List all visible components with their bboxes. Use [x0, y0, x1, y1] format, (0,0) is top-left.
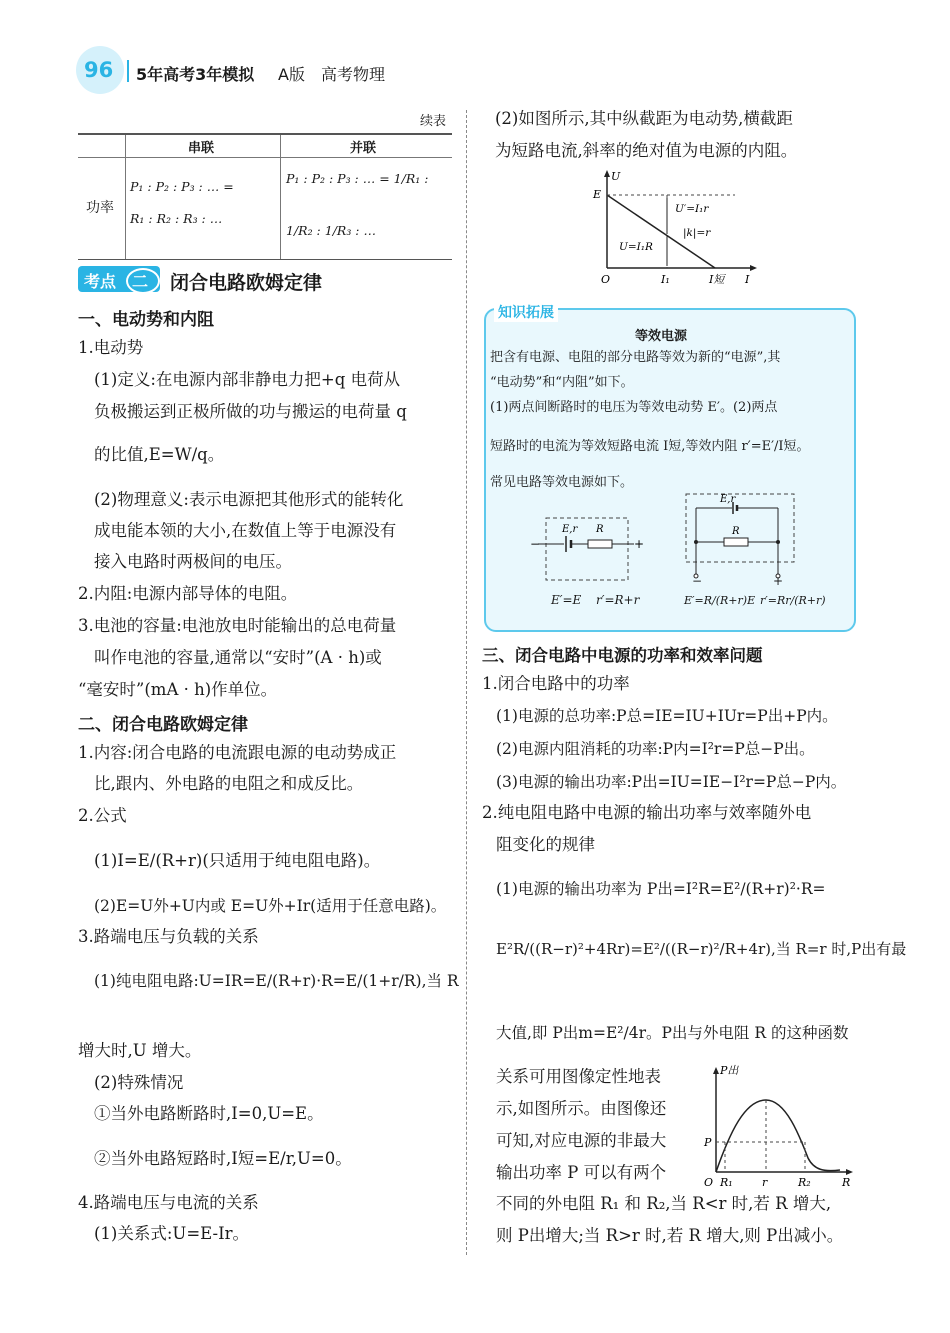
circuit1-minus: −	[530, 537, 541, 551]
series-ratio-1: P₁ : P₂ : P₃ : … =	[130, 179, 234, 194]
emf-meaning-1: (2)物理意义:表示电源把其他形式的能转化	[94, 490, 404, 509]
circuit1-eq-emf: E′=E	[551, 593, 582, 607]
page-number: 96	[84, 58, 114, 82]
u-ir-label: U=I₁R	[619, 241, 653, 253]
graph-desc-3: 可知,对应电源的非最大	[496, 1131, 667, 1150]
r1-label: R₁	[720, 1176, 733, 1189]
circuit2-r: R	[732, 526, 740, 537]
topic-num: 二	[132, 272, 149, 291]
col-series: 串联	[188, 141, 215, 156]
col-parallel: 并联	[350, 141, 377, 156]
knowledge-text-5: 常见电路等效电源如下。	[490, 475, 634, 490]
terminal-voltage-1b: 增大时,U 增大。	[78, 1041, 202, 1060]
parallel-ratio-1: P₁ : P₂ : P₃ : … = 1/R₁ :	[286, 171, 429, 186]
origin-label: O	[601, 273, 611, 286]
book-edition: A版	[278, 65, 305, 84]
knowledge-text-2: “电动势”和“内阻”如下。	[490, 375, 634, 390]
ohm-content-1: 1.内容:闭合电路的电流跟电源的电动势成正	[78, 743, 397, 762]
p-r-graph	[700, 1062, 855, 1190]
column-divider	[466, 110, 467, 1255]
output-formula-2: E²R/((R−r)²+4Rr)=E²/((R−r)²/R+4r),当 R=r 时,P出有最	[496, 940, 907, 958]
power-title: 1.闭合电路中的功率	[482, 674, 630, 693]
output-formula-3: 大值,即 P出m=E²/4r。P出与外电阻 R 的这种函数	[496, 1024, 849, 1042]
r-axis-arrow	[846, 1169, 853, 1175]
emf-def-1: (1)定义:在电源内部非静电力把+q 电荷从	[94, 370, 401, 389]
internal-resistance: 2.内阻:电源内部导体的电阻。	[78, 584, 298, 603]
r-axis-label: R	[842, 1176, 851, 1189]
table-col-divider-2	[280, 135, 281, 259]
r-label: r	[762, 1176, 768, 1189]
row-power: 功率	[86, 200, 114, 216]
heading-emf: 一、电动势和内阻	[78, 310, 214, 330]
equivalent-circuit-1	[530, 512, 645, 584]
capacity-2: 叫作电池的容量,通常以“安时”(A · h)或	[94, 648, 382, 667]
circuit2-resistor	[724, 538, 748, 546]
equivalent-circuit-2	[680, 490, 800, 586]
book-title: 5年高考3年模拟	[136, 65, 255, 84]
pure-resistance-1: 2.纯电阻电路中电源的输出功率与效率随外电	[482, 803, 812, 822]
u-prime-label: U′=I₁r	[675, 203, 709, 215]
p-label: P	[704, 1136, 712, 1149]
graph-intro-1: (2)如图所示,其中纵截距为电动势,横截距	[495, 109, 793, 128]
emf-def-3: 的比值,E=W/q。	[94, 445, 225, 464]
circuit1-eq-r: r′=R+r	[596, 593, 640, 607]
circuit1-dashed-box	[546, 518, 628, 580]
u-i-formula: (1)关系式:U=E-Ir。	[94, 1224, 249, 1243]
heading-ohm: 二、闭合电路欧姆定律	[78, 715, 248, 735]
knowledge-text-3: (1)两点间断路时的电压为等效电动势 E′。(2)两点	[490, 400, 778, 415]
circuit2-minus: −	[692, 574, 703, 588]
circuit1-plus: +	[634, 537, 645, 551]
ishort-label: I短	[709, 273, 725, 286]
circuit2-node-right	[776, 540, 780, 544]
heading-power: 三、闭合电路中电源的功率和效率问题	[482, 646, 763, 665]
table-header-divider	[78, 157, 452, 158]
open-circuit: ①当外电路断路时,I=0,U=E。	[94, 1104, 324, 1123]
knowledge-title: 等效电源	[635, 329, 688, 344]
table-continued-label: 续表	[420, 114, 447, 129]
emf-meaning-2: 成电能本领的大小,在数值上等于电源没有	[94, 521, 397, 540]
emf-meaning-3: 接入电路时两极间的电压。	[94, 552, 292, 571]
capacity-3: “毫安时”(mA · h)作单位。	[78, 680, 278, 699]
special-case: (2)特殊情况	[94, 1073, 184, 1092]
terminal-voltage-title: 3.路端电压与负载的关系	[78, 927, 259, 946]
total-power: (1)电源的总功率:P总=IE=IU+IUr=P出+P内。	[496, 707, 838, 725]
circuit2-eq-r: r′=Rr/(R+r)	[760, 594, 826, 607]
topic-tag: 考点	[84, 272, 117, 291]
p-axis-label: P出	[720, 1064, 739, 1077]
capacity-1: 3.电池的容量:电池放电时能输出的总电荷量	[78, 616, 397, 635]
i-axis-arrow	[750, 265, 757, 271]
i-label: I	[745, 273, 750, 286]
topic-title: 闭合电路欧姆定律	[170, 272, 323, 294]
origin-label: O	[704, 1176, 714, 1189]
formula-1: (1)I=E/(R+r)(只适用于纯电阻电路)。	[94, 851, 381, 870]
circuit1-er: E,r	[562, 524, 578, 535]
pure-resistance-2: 阻变化的规律	[496, 835, 595, 854]
circuit1-r: R	[596, 524, 604, 535]
graph-desc-1: 关系可用图像定性地表	[496, 1067, 661, 1086]
graph-intro-2: 为短路电流,斜率的绝对值为电源的内阻。	[495, 141, 798, 160]
i1-label: I₁	[661, 273, 670, 286]
formula-2: (2)E=U外+U内或 E=U外+Ir(适用于任意电路)。	[94, 897, 447, 915]
k-label: |k|=r	[683, 227, 711, 239]
graph-desc-5: 不同的外电阻 R₁ 和 R₂,当 R<r 时,若 R 增大,	[496, 1194, 832, 1213]
formula-title: 2.公式	[78, 806, 127, 825]
u-i-relation: 4.路端电压与电流的关系	[78, 1193, 259, 1212]
r2-label: R₂	[798, 1176, 811, 1189]
book-subject: 高考物理	[321, 65, 386, 84]
power-curve	[716, 1100, 840, 1172]
internal-power: (2)电源内阻消耗的功率:P内=I²r=P总−P出。	[496, 740, 815, 758]
u-i-graph	[585, 168, 760, 296]
parallel-ratio-2: 1/R₂ : 1/R₃ : …	[286, 223, 376, 238]
graph-desc-4: 输出功率 P 可以有两个	[496, 1163, 667, 1182]
graph-desc-2: 示,如图所示。由图像还	[496, 1099, 667, 1118]
power-table	[78, 133, 452, 260]
output-formula-1: (1)电源的输出功率为 P出=I²R=E²/(R+r)²·R=	[496, 880, 826, 898]
circuit2-node-left	[694, 540, 698, 544]
emf-title: 1.电动势	[78, 338, 144, 357]
table-col-divider-1	[125, 135, 126, 259]
series-ratio-2: R₁ : R₂ : R₃ : …	[130, 211, 223, 226]
knowledge-text-1: 把含有电源、电阻的部分电路等效为新的“电源”,其	[490, 350, 781, 365]
circuit2-plus: +	[773, 574, 784, 588]
knowledge-tag: 知识拓展	[494, 302, 558, 322]
short-circuit: ②当外电路短路时,I短=E/r,U=0。	[94, 1149, 352, 1168]
knowledge-text-4: 短路时的电流为等效短路电流 I短,等效内阻 r′=E′/I短。	[490, 439, 810, 454]
header-divider	[127, 60, 129, 82]
u-label: U	[611, 170, 621, 183]
graph-desc-6: 则 P出增大;当 R>r 时,若 R 增大,则 P出减小。	[496, 1226, 844, 1245]
circuit2-eq-emf: E′=R/(R+r)E	[684, 594, 756, 607]
emf-def-2: 负极搬运到正极所做的功与搬运的电荷量 q	[94, 402, 407, 421]
e-label: E	[593, 188, 602, 201]
circuit1-resistor	[588, 540, 612, 548]
u-axis-arrow	[604, 170, 610, 177]
terminal-voltage-1: (1)纯电阻电路:U=IR=E/(R+r)·R=E/(1+r/R),当 R	[94, 972, 459, 990]
circuit2-er: E,r	[720, 494, 736, 505]
output-power: (3)电源的输出功率:P出=IU=IE−I²r=P总−P内。	[496, 773, 847, 791]
ohm-content-2: 比,跟内、外电路的电阻之和成反比。	[94, 774, 364, 793]
p-axis-arrow	[713, 1067, 719, 1074]
